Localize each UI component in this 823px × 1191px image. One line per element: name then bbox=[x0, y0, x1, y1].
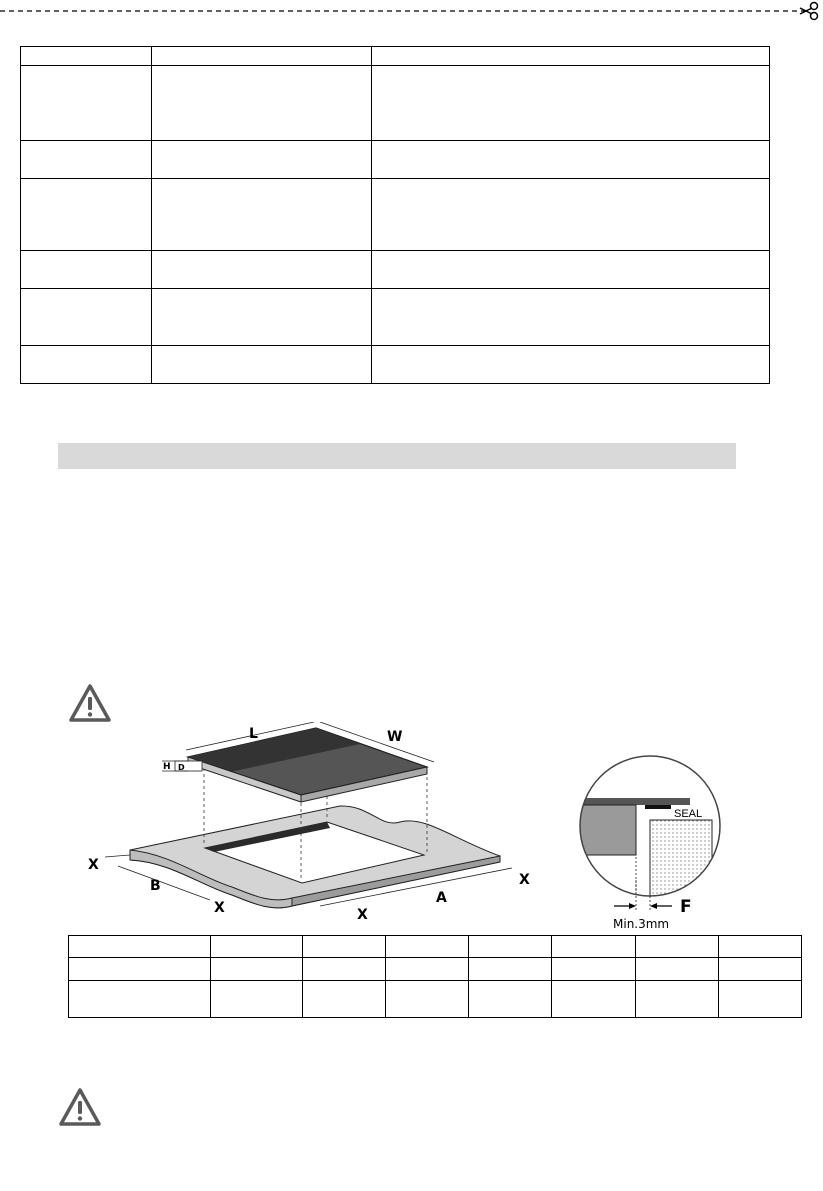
table-cell bbox=[372, 179, 770, 251]
table-cell bbox=[469, 958, 552, 981]
table-cell bbox=[552, 958, 636, 981]
cut-line bbox=[0, 0, 823, 22]
table-cell bbox=[211, 936, 303, 958]
table-cell bbox=[372, 141, 770, 179]
label-h: H bbox=[163, 762, 171, 772]
table-cell bbox=[636, 981, 719, 1018]
warning-icon bbox=[68, 683, 112, 723]
installation-diagram bbox=[60, 722, 780, 932]
label-x-bottom: X bbox=[357, 907, 368, 923]
table-row bbox=[21, 179, 770, 251]
table-cell bbox=[469, 936, 552, 958]
table-cell bbox=[152, 47, 372, 66]
table-cell bbox=[636, 936, 719, 958]
table-cell bbox=[21, 289, 152, 346]
table-cell bbox=[469, 981, 552, 1018]
table-cell bbox=[303, 936, 386, 958]
table-cell bbox=[211, 958, 303, 981]
table-cell bbox=[719, 936, 802, 958]
table-cell bbox=[21, 179, 152, 251]
table-row bbox=[21, 289, 770, 346]
table-cell bbox=[211, 981, 303, 1018]
seal-label: SEAL bbox=[674, 808, 703, 820]
table-cell bbox=[386, 958, 469, 981]
table-cell bbox=[152, 141, 372, 179]
spec-table bbox=[20, 46, 770, 384]
table-cell bbox=[152, 179, 372, 251]
min-gap-label: Min.3mm bbox=[613, 917, 670, 931]
table-cell bbox=[719, 958, 802, 981]
table-cell bbox=[303, 981, 386, 1018]
table-row bbox=[21, 47, 770, 66]
table-row bbox=[21, 251, 770, 289]
table-cell bbox=[21, 47, 152, 66]
table-cell bbox=[152, 251, 372, 289]
table-cell bbox=[552, 936, 636, 958]
table-cell bbox=[21, 141, 152, 179]
table-cell bbox=[21, 346, 152, 384]
table-row bbox=[21, 141, 770, 179]
warning-icon bbox=[58, 1087, 102, 1127]
table-cell bbox=[372, 346, 770, 384]
table-cell bbox=[372, 66, 770, 141]
table-cell bbox=[386, 981, 469, 1018]
table-row bbox=[21, 346, 770, 384]
dimensions-table bbox=[68, 935, 802, 1018]
table-cell bbox=[303, 958, 386, 981]
table-cell bbox=[69, 936, 211, 958]
table-cell bbox=[719, 981, 802, 1018]
table-cell bbox=[552, 981, 636, 1018]
table-row bbox=[69, 936, 802, 958]
label-w: W bbox=[387, 729, 403, 745]
table-cell bbox=[372, 47, 770, 66]
gap-label-f: F bbox=[680, 897, 692, 917]
label-b: B bbox=[150, 878, 161, 894]
label-l: L bbox=[249, 726, 258, 742]
table-cell bbox=[152, 289, 372, 346]
table-cell bbox=[21, 66, 152, 141]
table-cell bbox=[69, 981, 211, 1018]
label-d: D bbox=[178, 763, 185, 772]
table-cell bbox=[152, 66, 372, 141]
label-a: A bbox=[436, 890, 447, 906]
table-cell bbox=[372, 289, 770, 346]
table-cell bbox=[386, 936, 469, 958]
table-cell bbox=[636, 958, 719, 981]
table-cell bbox=[21, 251, 152, 289]
section-heading-band bbox=[58, 443, 736, 469]
table-row bbox=[69, 981, 802, 1018]
table-row bbox=[69, 958, 802, 981]
label-x-left: X bbox=[88, 857, 99, 873]
table-cell bbox=[69, 958, 211, 981]
label-x-bottom-left: X bbox=[214, 900, 225, 916]
label-x-right: X bbox=[519, 872, 530, 888]
table-cell bbox=[152, 346, 372, 384]
table-cell bbox=[372, 251, 770, 289]
table-row bbox=[21, 66, 770, 141]
